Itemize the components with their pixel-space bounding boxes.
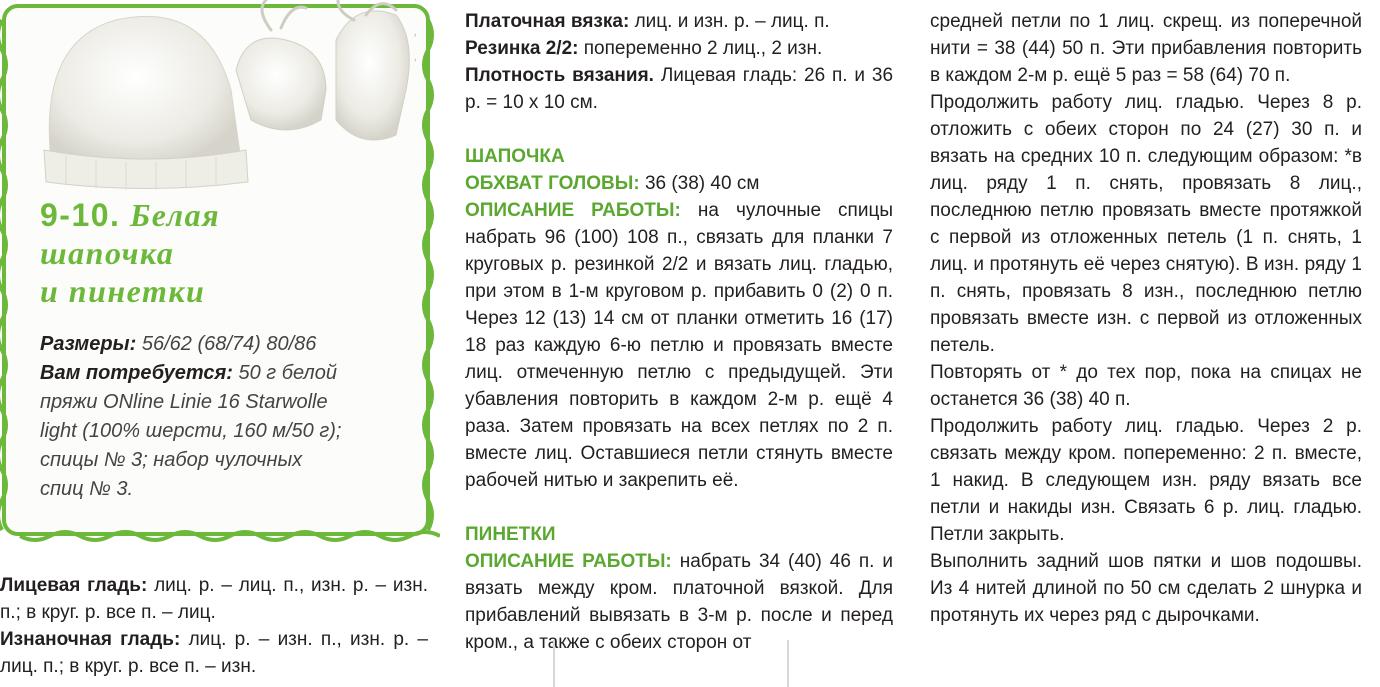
booties-paragraph: Продолжить работу лиц. гладью. Через 8 р. отложить с обеих сторон по 24 (27) 30 п. и вязать на средних 10 п. следующим образом: *в лиц. ряду 1 п. снять, провязать 8 лиц., последнюю петлю провязать вместе протяжкой с первой из отложенных петель (1 п. снять, 1 лиц. и протянуть её через снятую). В изн. ряду 1 п. снять, провязать 8 изн., последнюю петлю провязать вместе изн. с первой из отложенных петель. xyxy=(930,92,1362,356)
hat-heading: ШАПОЧКА xyxy=(465,146,565,167)
reverse-stockinette-definition: Изнаночная гладь: лиц. р. – изн. п., изн. р. – лиц. п.; в круг. р. все п. – изн. xyxy=(0,629,428,677)
materials-line: light (100% шерсти, 160 м/50 г); xyxy=(40,420,342,442)
garter-definition: Платочная вязка: лиц. и изн. р. – лиц. п. xyxy=(465,11,830,32)
materials-line: спиц № 3. xyxy=(40,478,134,500)
rib-definition: Резинка 2/2: попеременно 2 лиц., 2 изн. xyxy=(465,38,823,59)
booties-paragraph: Продолжить работу лиц. гладью. Через 2 р. связать между кром. попеременно: 2 п. вместе, 1 накид. В следующем изн. ряду вязать все петли и накиды изн. Связать 6 р. лиц. гладью. Петли закрыть. xyxy=(930,416,1362,545)
sizes-value: 56/62 (68/74) 80/86 xyxy=(141,333,317,355)
stitch-definitions-column xyxy=(0,572,428,680)
title-line-2: шапочка xyxy=(40,235,175,271)
instructions-column-right xyxy=(930,8,1362,629)
hat-and-booties-photo xyxy=(36,0,416,190)
stockinette-definition: Лицевая гладь: лиц. р. – лиц. п., изн. р. – изн. п.; в круг. р. все п. – лиц. xyxy=(0,575,428,623)
materials-label: Вам потребуется: xyxy=(40,362,233,384)
gauge-definition: Плотность вязания. Лицевая гладь: 26 п. и 36 р. = 10 х 10 см. xyxy=(465,65,894,113)
booties-heading: ПИНЕТКИ xyxy=(465,524,556,545)
materials-line: спицы № 3; набор чулочных xyxy=(40,449,303,471)
sizes-label: Размеры: xyxy=(40,333,137,355)
booties-paragraph: Выполнить задний шов пятки и шов подошвы. Из 4 нитей длиной по 50 см сделать 2 шнурка и протянуть их через ряд с дырочками. xyxy=(930,551,1362,626)
booties-instructions: ОПИСАНИЕ РАБОТЫ: набрать 34 (40) 46 п. и вязать между кром. платочной вязкой. Для прибавлений вывязать в 3-м р. после и перед кром., а также с обеих сторон от xyxy=(465,551,894,653)
hat-instructions: ОПИСАНИЕ РАБОТЫ: на чулочные спицы набрать 96 (100) 108 п., связать для планки 7 круговых р. резинкой 2/2 и вязать лиц. гладью, при этом в 1-м круговом р. прибавить 0 (2) 0 п. Через 12 (13) 14 см от планки отметить 16 (17) 18 раз каждую 6-ю петлю и провязать вместе лиц. отмеченную петлю с предыдущей. Эти убавления повторить в каждом 2-м р. ещё 4 раза. Затем провязать на всех петлях по 2 п. вместе лиц. Оставшиеся петли стянуть вместе рабочей нитью и закрепить её. xyxy=(465,200,894,491)
materials-line: пряжи ONline Linie 16 Starwolle xyxy=(40,391,328,413)
booties-paragraph: средней петли по 1 лиц. скрещ. из поперечной нити = 38 (44) 50 п. Эти прибавления повторить в каждом 2-м р. ещё 5 раз = 58 (64) 70 п. xyxy=(930,11,1362,86)
title-line-3: и пинетки xyxy=(40,273,206,309)
next-image-frame xyxy=(553,640,789,687)
instructions-column-middle xyxy=(465,8,893,656)
booties-paragraph: Повторять от * до тех пор, пока на спицах не останется 36 (38) 40 п. xyxy=(930,362,1362,410)
title-line-1: Белая xyxy=(129,197,221,233)
booties-image xyxy=(236,0,416,140)
pattern-number: 9-10. xyxy=(40,197,121,233)
hat-image xyxy=(44,16,248,190)
pattern-title xyxy=(40,196,410,310)
head-circumference: ОБХВАТ ГОЛОВЫ: 36 (38) 40 см xyxy=(465,173,760,194)
materials-line: 50 г белой xyxy=(238,362,337,384)
pattern-specs xyxy=(40,330,400,504)
